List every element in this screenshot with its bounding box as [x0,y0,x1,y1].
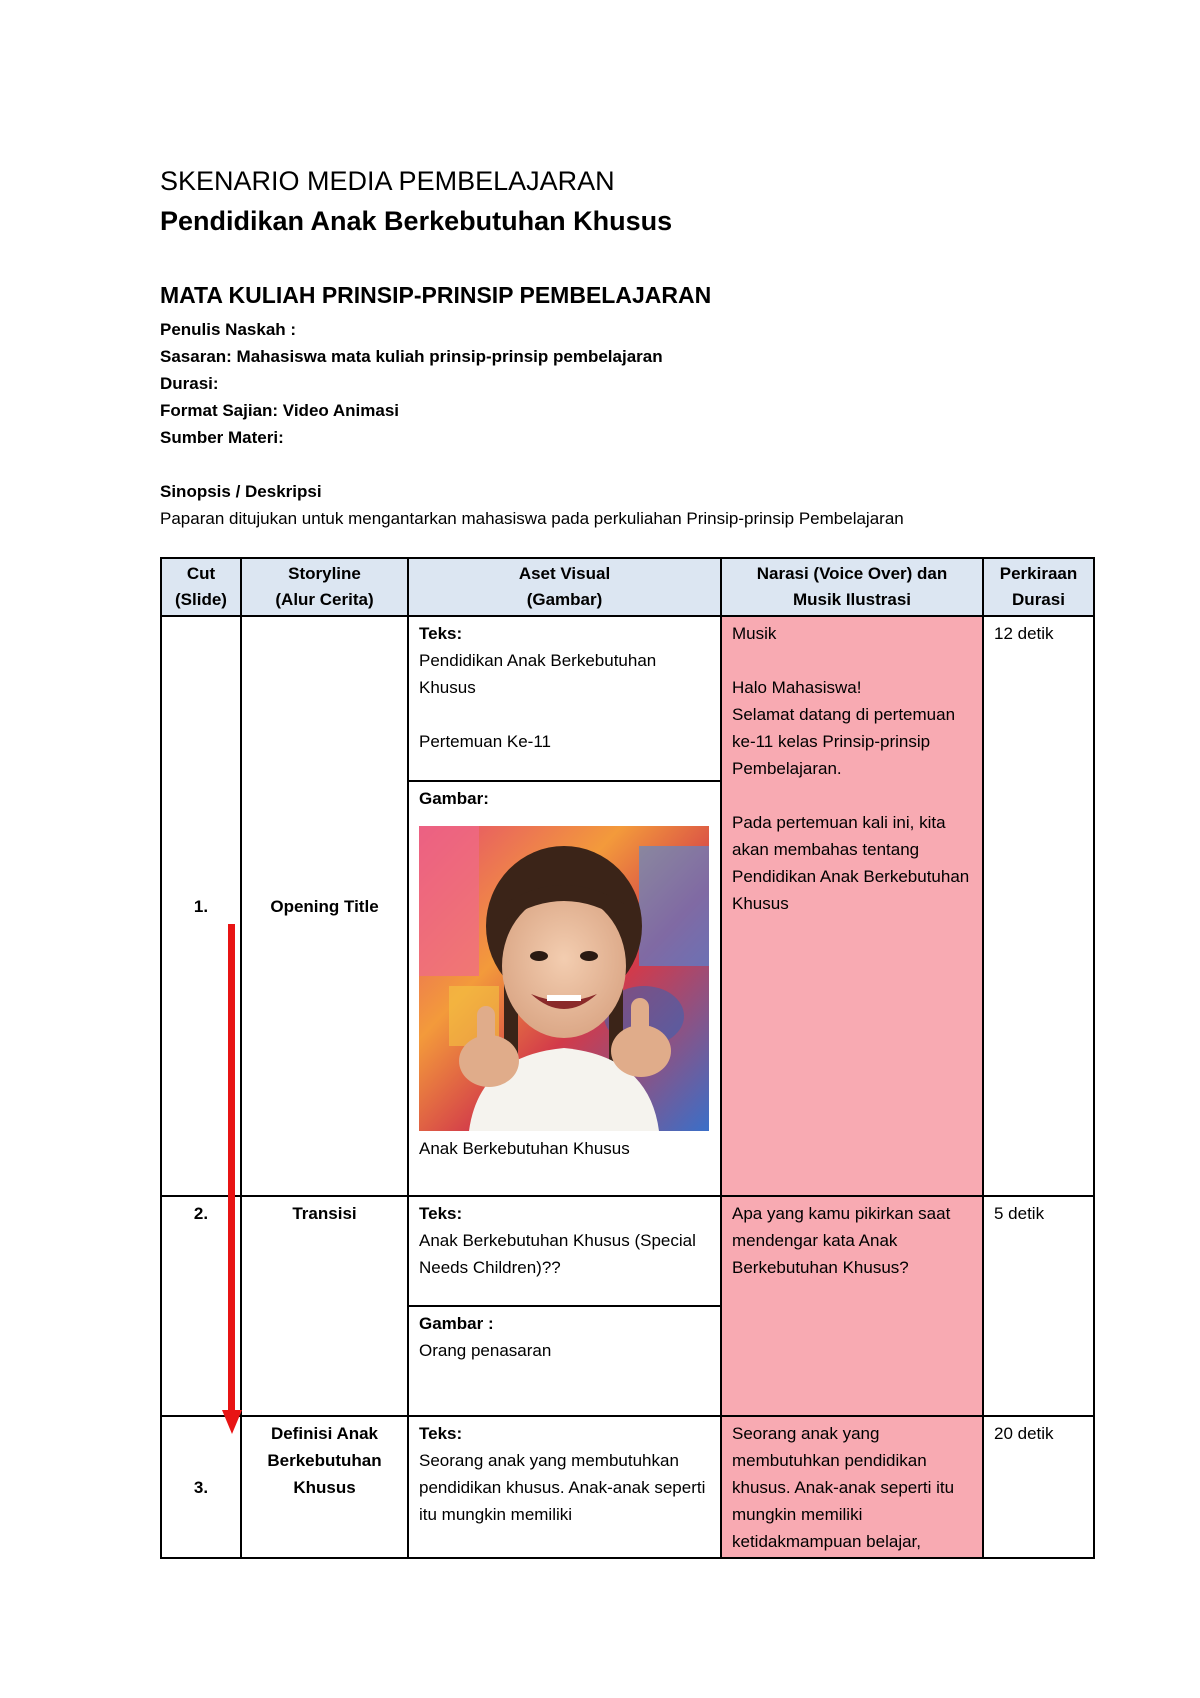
document-title: SKENARIO MEDIA PEMBELAJARAN [160,166,615,196]
meta-penulis: Penulis Naskah : [160,320,297,339]
meta-format: Format Sajian: Video Animasi [160,401,400,420]
gambar-label: Gambar : [419,1314,494,1333]
narasi-cell: Seorang anak yang membutuhkan pendidikan khusus. Anak-anak seperti itu mungkin memiliki ketidakmampuan belajar, [721,1416,983,1558]
gambar-text: Orang penasaran [419,1341,552,1360]
aset-teks-cell [408,616,721,781]
narasi-musik: Musik [732,624,777,643]
header-cut-line2: (Slide) [175,590,227,609]
course-title: MATA KULIAH PRINSIP-PRINSIP PEMBELAJARAN [160,282,712,308]
teks-value: Anak Berkebutuhan Khusus (Special Needs Children)?? [419,1231,696,1277]
header-cut [161,558,241,616]
scenario-table [160,557,1095,1559]
teks-value: Pendidikan Anak Berkebutuhan Khusus [419,651,657,697]
header-durasi-line2: Durasi [1012,590,1065,609]
header-narasi [721,558,983,616]
storyline-cell: Transisi [241,1196,408,1416]
child-photo [419,826,709,1131]
teks-label: Teks: [419,1424,463,1443]
teks-label: Teks: [419,1204,463,1223]
durasi-cell: 5 detik [983,1196,1094,1416]
table-row [161,1416,1094,1558]
meta-sumber: Sumber Materi: [160,428,284,447]
narasi-cell: Apa yang kamu pikirkan saat mendengar kata Anak Berkebutuhan Khusus? [721,1196,983,1416]
header-narasi-line1: Narasi (Voice Over) dan [756,564,948,583]
spacer [732,647,972,674]
spacer [732,782,972,809]
red-down-arrow [222,924,242,1434]
cut-cell: 2. [161,1196,241,1416]
storyline-cell: Definisi Anak Berkebutuhan Khusus [241,1416,408,1558]
narasi-greeting: Halo Mahasiswa! [732,678,862,697]
header-narasi-line2: Musik Ilustrasi [792,590,912,609]
gambar-label: Gambar: [419,789,489,808]
header-aset-visual [408,558,721,616]
table-row [161,1196,1094,1306]
narasi-topic: Pada pertemuan kali ini, kita akan membahas tentang Pendidikan Anak Berkebutuhan Khusus [732,813,970,913]
narasi-welcome: Selamat datang di pertemuan ke-11 kelas Prinsip-prinsip Pembelajaran. [732,705,956,778]
gambar-caption: Anak Berkebutuhan Khusus [419,1139,630,1158]
header-storyline-line1: Storyline [288,564,361,583]
table-header-row [161,558,1094,616]
meta-sasaran: Sasaran: Mahasiswa mata kuliah prinsip-prinsip pembelajaran [160,347,663,366]
meta-block [160,316,663,451]
cut-cell: 3. [161,1416,241,1558]
header-durasi [983,558,1094,616]
header-storyline [241,558,408,616]
header-cut-line1: Cut [186,564,216,583]
table-row [161,616,1094,781]
durasi-cell: 20 detik [983,1416,1094,1558]
header-aset-line2: (Gambar) [526,590,603,609]
header-aset-line1: Aset Visual [518,564,611,583]
storyline-cell: Opening Title [241,616,408,1196]
spacer [419,701,710,728]
header-durasi-line1: Perkiraan [999,564,1078,583]
synopsis-text: Paparan ditujukan untuk mengantarkan mahasiswa pada perkuliahan Prinsip-prinsip Pembelajaran [160,509,904,528]
aset-teks-cell [408,1416,721,1558]
teks-value-2: Pertemuan Ke-11 [419,732,551,751]
document-subtitle: Pendidikan Anak Berkebutuhan Khusus [160,206,673,236]
aset-gambar-cell [408,1306,721,1416]
narasi-cell [721,616,983,1196]
header-storyline-line2: (Alur Cerita) [275,590,374,609]
cut-cell: 1. [161,616,241,1196]
teks-value: Seorang anak yang membutuhkan pendidikan khusus. Anak-anak seperti itu mungkin memiliki [419,1451,706,1524]
teks-label: Teks: [419,624,463,643]
synopsis-heading: Sinopsis / Deskripsi [160,482,322,501]
durasi-cell: 12 detik [983,616,1094,1196]
aset-gambar-cell [408,781,721,1196]
aset-teks-cell [408,1196,721,1306]
meta-durasi: Durasi: [160,374,219,393]
